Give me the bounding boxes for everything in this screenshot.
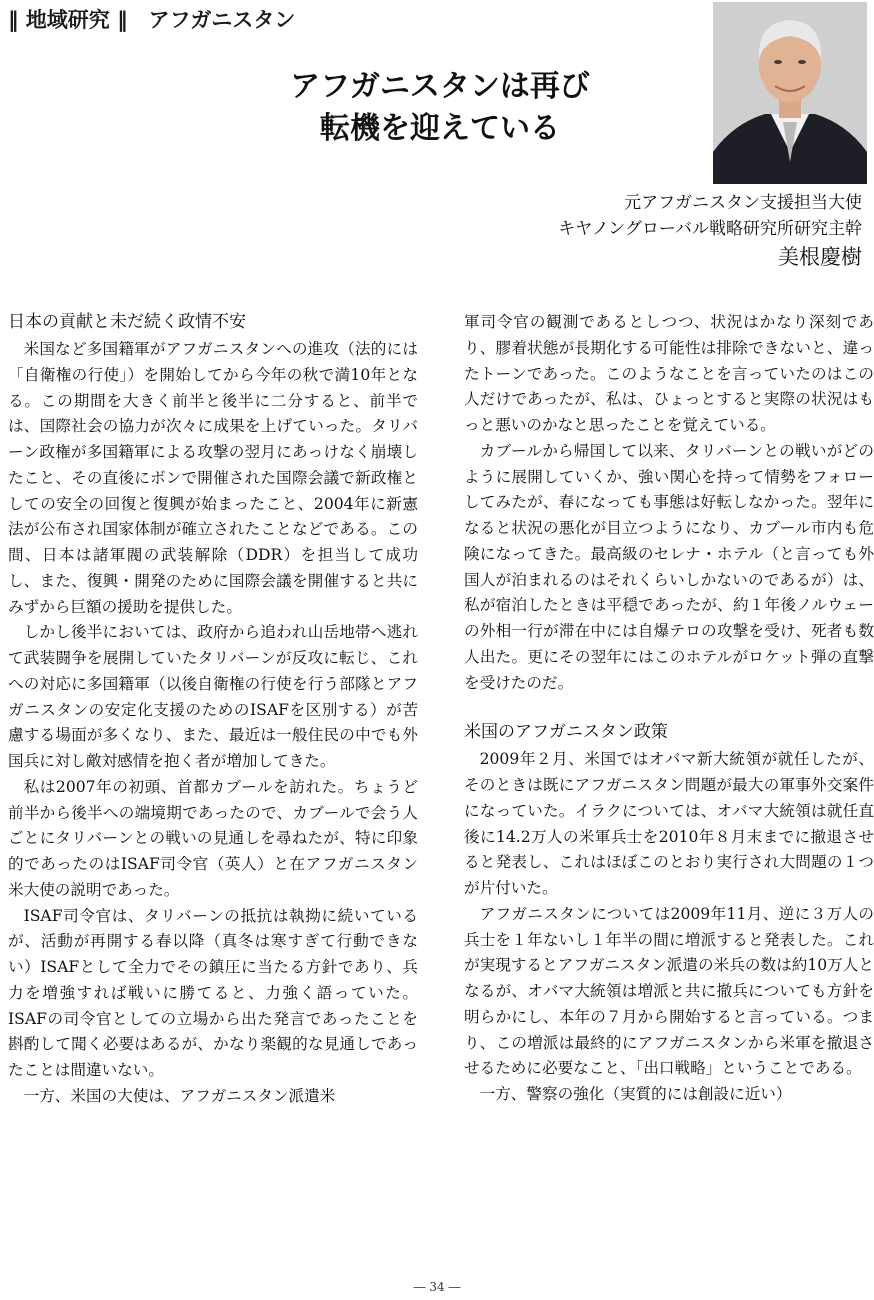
paragraph: 私は2007年の初頭、首都カブールを訪れた。ちょうど前半から後半への端境期であったので、カブールで会う人ごとにタリバーンとの戦いの見通しを尋ねたが、特に印象的であったのはISAF司令官（英人）と在アフガニスタン米大使の説明であった。 bbox=[8, 777, 418, 899]
paragraph: ISAF司令官は、タリバーンの抵抗は執拗に続いているが、活動が再開する春以降（真冬は寒すぎて行動できない）ISAFとして全力でその鎮圧に当たる方針であり、兵力を増強すれば戦いに勝てると、力強く語っていた。ISAFの司令官としての立場から出た発言であったことを斟酌して聞く必要はあるが、かなり楽観的な見通しであったことは間違いない。 bbox=[8, 906, 418, 1079]
left-column bbox=[8, 310, 418, 1110]
section-header: ‖ 地域研究 ‖ アフガニスタン bbox=[8, 8, 296, 32]
paragraph: カブールから帰国して以来、タリバーンとの戦いがどのように展開していくか、強い関心を持って情勢をフォローしてみたが、春になっても事態は好転しなかった。翌年になると状況の悪化が目立つようになり、カブール市内も危険になってきた。最高級のセレナ・ホテル（と言っても外国人が泊まれるのはそれくらいしかないのであるが）は、私が宿泊したときは平穏であったが、約１年後ノルウェーの外相一行が滞在中には自爆テロの攻撃を受け、死者も数人出た。更にその翌年にはこのホテルがロケット弾の直撃を受けたのだ。 bbox=[464, 441, 874, 692]
paragraph: しかし後半においては、政府から追われ山岳地帯へ逃れて武装闘争を展開していたタリバーンが反攻に転じ、これへの対応に多国籍軍（以後自衛権の行使を行う部隊とアフガニスタンの安定化支援のためのISAFを区別する）が苦慮する場面が多くなり、また、最近は一般住民の中でも外国兵に対し敵対感情を抱く者が増加してきた。 bbox=[8, 623, 418, 770]
author-position-1: 元アフガニスタン支援担当大使 bbox=[624, 193, 862, 213]
paragraph: 米国など多国籍軍がアフガニスタンへの進攻（法的には「自衛権の行使」）を開始してから今年の秋で満10年となる。この期間を大きく前半と後半に二分すると、前半では、国際社会の協力が次々に成果を上げていった。タリバーン政権が多国籍軍による攻撃の翌月にあっけなく崩壊したこと、その直後にボンで開催された国際会議で新政権としての安全の回復と復興が始まったこと、2004年に新憲法が公布され国家体制が確立されたことなどである。この間、日本は諸軍閥の武装解除（DDR）を担当して成功し、また、復興・開発のために国際会議を開催すると共にみずから巨額の援助を提供した。 bbox=[8, 340, 418, 616]
author-photo bbox=[713, 2, 867, 184]
paragraph: 2009年２月、米国ではオバマ新大統領が就任したが、そのときは既にアフガニスタン問題が最大の軍事外交案件になっていた。イラクについては、オバマ大統領は就任直後に14.2万人の米軍兵士を2010年８月末までに撤退させると発表し、これはほぼこのとおり実行され大問題の１つが片付いた。 bbox=[464, 750, 874, 897]
title-line-1: アフガニスタンは再び bbox=[290, 69, 590, 104]
paragraph: アフガニスタンについては2009年11月、逆に３万人の兵士を１年ないし１年半の間に増派すると発表した。これが実現するとアフガニスタン派遣の米兵の数は約10万人となるが、オバマ大統領は増派と共に撤兵についても方針を明らかにし、本年の７月から開始すると言っている。つまり、この増派は最終的にアフガニスタンから米軍を撤退させるために必要なこと、「出口戦略」ということである。 bbox=[464, 904, 874, 1078]
author-info bbox=[558, 190, 862, 272]
section-heading: 日本の貢献と未だ続く政情不安 bbox=[8, 312, 246, 332]
title-line-2: 転機を迎えている bbox=[320, 111, 560, 146]
article-title bbox=[240, 66, 640, 150]
paragraph: 一方、米国の大使は、アフガニスタン派遣米 bbox=[23, 1086, 336, 1105]
right-column bbox=[464, 310, 874, 1108]
author-portrait-image bbox=[713, 2, 867, 184]
paragraph: 一方、警察の強化（実質的には創設に近い） bbox=[479, 1085, 792, 1103]
section-heading: 米国のアフガニスタン政策 bbox=[464, 722, 668, 743]
author-position-2: キヤノングローバル戦略研究所研究主幹 bbox=[558, 219, 862, 239]
author-name: 美根慶樹 bbox=[778, 245, 862, 269]
paragraph-continued: 軍司令官の観測であるとしつつ、状況はかなり深刻であり、膠着状態が長期化する可能性は排除できないと、違ったトーンであった。このようなことを言っていたのはこの人だけであったが、私は、ひょっとすると実際の状況はもっと悪いのかなと思ったことを覚えている。 bbox=[464, 313, 874, 434]
page-number: ― 34 ― bbox=[413, 1280, 461, 1294]
